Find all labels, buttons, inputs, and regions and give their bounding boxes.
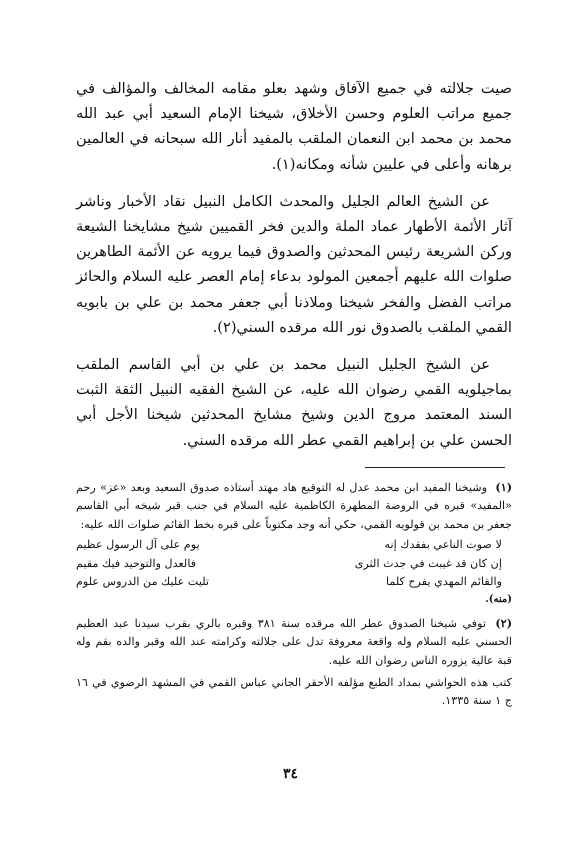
verse-second-hemistich: فالعدل والتوحيد فيك مقيم xyxy=(76,556,197,570)
footnote-2-text: توفي شيخنا الصدوق عطر الله مرقده سنة ٣٨١ وقبره بالري بقرب سيدنا عبد العظيم الحسني عليه السلام وله واقعة معروفة تدل على جلالته وكرامته عند الله وقبر والده بقم وله قبة عالية يزوره الناس رضوان الله عليه. xyxy=(76,616,512,667)
verse-line xyxy=(76,555,502,573)
page-number: ٣٤ xyxy=(282,766,299,782)
paragraph-2: عن الشيخ العالم الجليل والمحدث الكامل النبيل نقاد الأخبار وناشر آثار الأئمة الأطهار عماد الملة والدين فخر القميين شيخ مشايخنا الشيعة وركن الشريعة رئيس المحدثين والصدوق فيما يرويه عن الأئمة الطاهرين صلوات الله عليهم أجمعين المولود بدعاء إمام العصر عليه السلام والحائز مراتب الفضل والفخر شيخنا وملاذنا أبي جعفر محمد بن علي بن بابويه القمي الملقب بالصدوق نور الله مرقده السني(٢). xyxy=(76,192,512,336)
footnote-1 xyxy=(76,478,512,610)
main-text xyxy=(76,76,512,465)
verse-first-hemistich: والقائم المهدي يفرح كلما xyxy=(385,575,502,589)
verse-line xyxy=(76,573,502,591)
verse-second-hemistich: تليت عليك من الدروس علوم xyxy=(76,575,210,589)
verse-first-hemistich: لا صوت الناعي بفقدك إنه xyxy=(384,538,502,552)
footnote-separator xyxy=(365,467,505,468)
footnote-1-number: (١) xyxy=(495,480,513,494)
poem-verses xyxy=(76,536,512,591)
paragraph-3: عن الشيخ الجليل النبيل محمد بن علي بن أبي القاسم الملقب بماجيلويه القمي رضوان الله عليه، عن الشيخ الفقيه النبيل الثقة الثبت السند المعتمد مروج الدين وشيخ مشايخ المحدثين شيخنا الأجل أبي الحسن علي بن إبراهيم القمي عطر الله مرقده السني. xyxy=(76,356,512,449)
footnote-1-source: (منه). xyxy=(485,594,512,606)
footnote-1-text: وشيخنا المفيد ابن محمد عدل له التوقيع هاد مهتد أستاذه صدوق السعيد وبعد «عز» رحم «المفيد» قبره في الروضة المطهرة الكاظمية عليه السلام في جنب قبر شيخه أبي القاسم جعفر بن محمد بن قولويه القمي، حكي أنه وجد مكتوباً على قبره بخط القائم صلوات الله عليه: xyxy=(76,481,512,531)
footnote-2-number: (٢) xyxy=(495,615,512,630)
verse-second-hemistich: يوم على آل الرسول عظيم xyxy=(76,538,200,552)
footnotes xyxy=(76,478,512,715)
footnote-2 xyxy=(76,614,512,670)
verse-line xyxy=(76,536,502,554)
paragraph-1: صيت جلالته في جميع الآفاق وشهد بعلو مقامه المخالف والمؤالف في جميع مراتب العلوم وحسن الأخلاق، شيخنا الإمام السعيد أبي عبد الله محمد بن محمد ابن النعمان الملقب بالمفيد أنار الله سبحانه في العالمين برهانه وأعلى في عليين شأنه ومكانه(١). xyxy=(76,80,513,173)
author-note: كتب هذه الحواشي بمداد الطبع مؤلفه الأحقر الجاني عباس القمي في المشهد الرضوي في ١٦ ج ١ سنة ١٣٣٥. xyxy=(76,676,512,708)
verse-first-hemistich: إن كان قد غيبت في جدث الثرى xyxy=(354,556,502,570)
